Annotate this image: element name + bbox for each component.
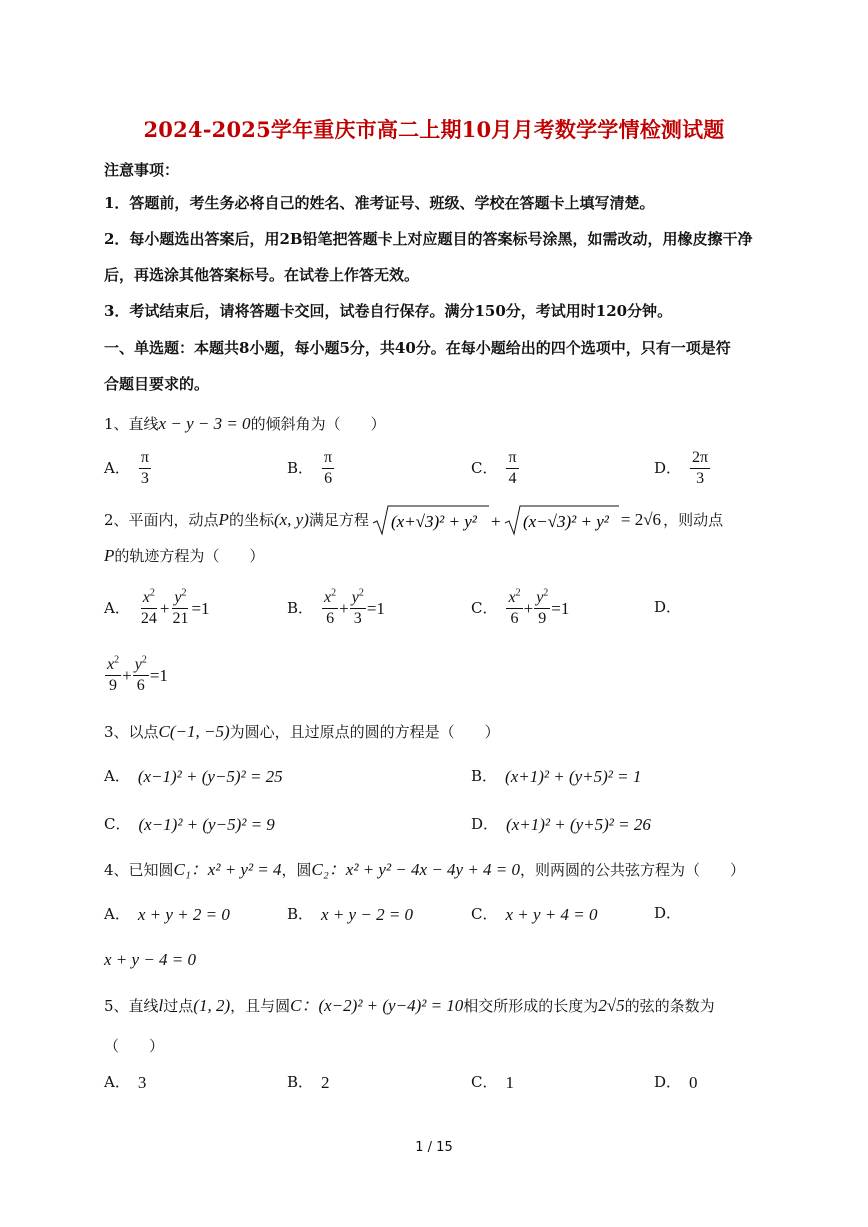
q3-option-d[interactable]: D． (x+1)² + (y+5)² = 26 [471,815,651,834]
svg-text:(x+√3)² + y²: (x+√3)² + y² [390,512,477,531]
q5-option-c[interactable]: C． 1 [471,1073,514,1092]
question-3-stem: 3、以点C(−1, −5)为圆心，且过原点的圆的方程是（ ） [104,722,500,741]
q2-equation: (x+√3)² + y² + (x−√3)² + y² = 2√6 [371,503,661,537]
question-4-stem: 4、已知圆C₁：x² + y² = 4，圆C₂：x² + y² − 4x − 4y + 4 = 0，则两圆的公共弦方程为（ ） [104,860,746,879]
question-2-line2: P的轨迹方程为（ ） [104,546,265,565]
q2-option-b[interactable]: B． $\frac{x^2}{6}$ + $\frac{y^2}{3}$ =1 [287,587,385,627]
q3-option-b[interactable]: B． (x+1)² + (y+5)² = 1 [471,767,642,786]
q1-option-d[interactable]: D． $\frac{2\pi}{3}$ [654,449,709,487]
page-number: 1 / 15 [415,1140,453,1155]
svg-text:(x−√3)² + y²: (x−√3)² + y² [522,512,609,531]
q4-option-d[interactable]: x + y − 4 = 0 [104,950,197,969]
question-5-line2: （ ） [104,1037,165,1055]
q1-option-c[interactable]: C． $\frac{\pi}{4}$ [471,449,517,487]
q4-option-b[interactable]: B． x + y − 2 = 0 [287,905,414,924]
q4-option-c[interactable]: C． x + y + 4 = 0 [471,905,598,924]
notice-item-3: 3．考试结束后，请将答题卡交回，试卷自行保存。满分150分，考试用时120分钟。 [104,302,673,320]
q5-option-d[interactable]: D． 0 [654,1073,698,1092]
q4-option-d-label[interactable]: D． [654,904,682,922]
notice-item-2a: 2．每小题选出答案后，用2B铅笔把答题卡上对应题目的答案标号涂黑，如需改动，用橡皮擦干净 [104,230,753,248]
q2-option-a[interactable]: A． $\frac{x^2}{24}$ + $\frac{y^2}{21}$ =1 [104,587,210,627]
q1-option-a[interactable]: A． $\frac{\pi}{3}$ [104,449,149,487]
notice-heading: 注意事项： [104,161,180,179]
notice-item-2b: 后，再选涂其他答案标号。在试卷上作答无效。 [104,266,420,284]
q4-option-a[interactable]: A． x + y + 2 = 0 [104,905,230,924]
q3-option-a[interactable]: A． (x−1)² + (y−5)² = 25 [104,767,283,786]
q3-option-c[interactable]: C． (x−1)² + (y−5)² = 9 [104,815,275,834]
q2-option-d-label[interactable]: D． [654,598,682,616]
notice-item-1: 1．答题前，考生务必将自己的姓名、准考证号、班级、学校在答题卡上填写清楚。 [104,194,655,212]
q2-option-c[interactable]: C． $\frac{x^2}{6}$ + $\frac{y^2}{9}$ =1 [471,587,570,627]
question-1-stem: 1、直线x − y − 3 = 0的倾斜角为（ ） [104,414,386,433]
section1-line1: 一、单选题：本题共8小题，每小题5分，共40分。在每小题给出的四个选项中，只有一项是符 [104,339,731,357]
page-title: 2024-2025学年重庆市高二上期10月月考数学学情检测试题 [143,117,725,142]
q5-option-b[interactable]: B． 2 [287,1073,330,1092]
svg-text:+: + [490,512,501,531]
radical-expression [371,503,621,537]
q1-option-b[interactable]: B． $\frac{\pi}{6}$ [287,449,333,487]
q5-option-a[interactable]: A． 3 [104,1073,147,1092]
q2-option-d[interactable]: $\frac{x^2}{9}$ + $\frac{y^2}{6}$ =1 [107,654,168,694]
question-2-stem: 2、平面内，动点 P 的坐标 (x, y) 满足方程 (x+√3)² + y² + (x−√3)² + y² = 2√6 ，则动点 [104,503,723,537]
question-5-stem: 5、直线l过点(1, 2)，且与圆C：(x−2)² + (y−4)² = 10相交所形成的长度为2√5的弦的条数为 [104,996,715,1015]
section1-line2: 合题目要求的。 [104,375,210,393]
